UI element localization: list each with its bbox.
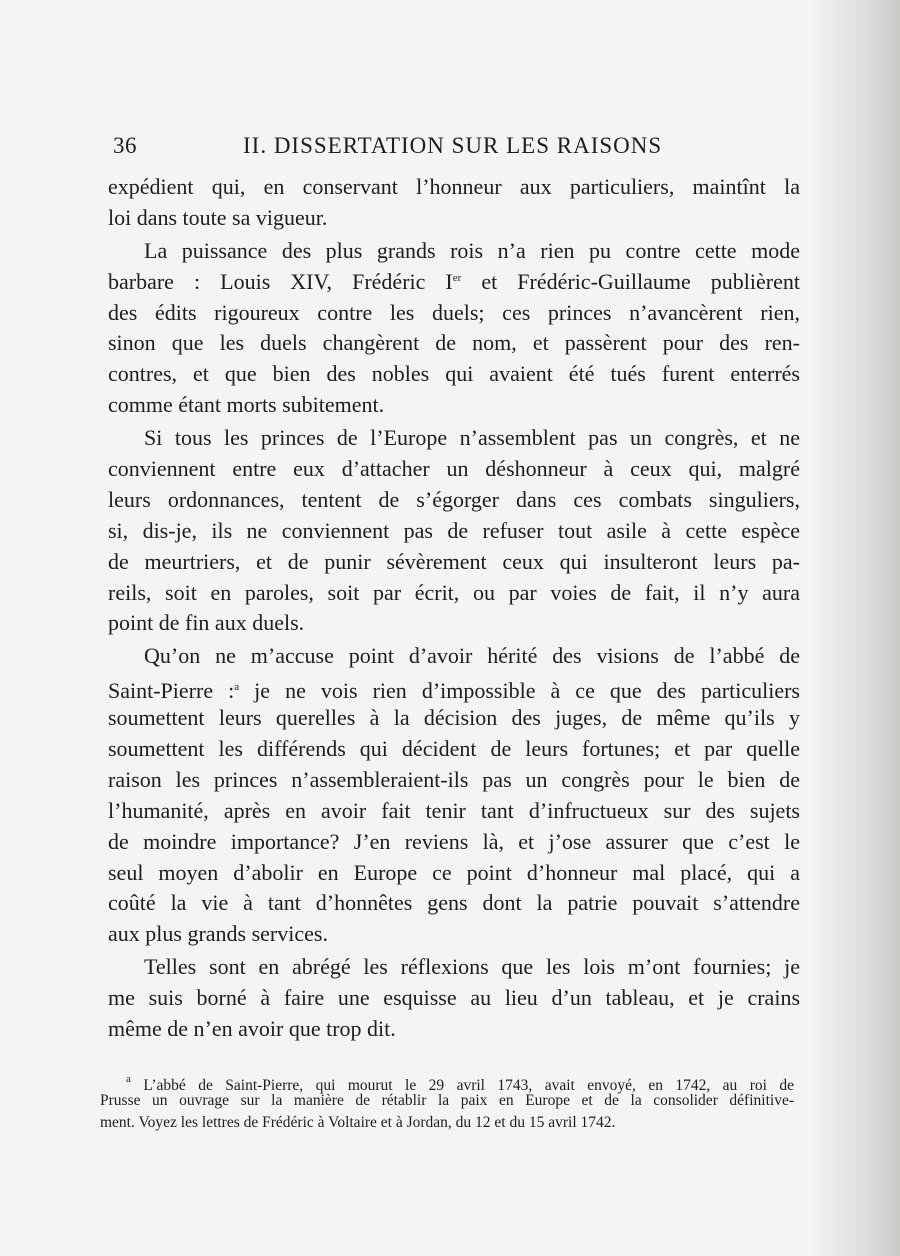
text-line: sinon que les duels changèrent de nom, et passèrent pour des ren- — [108, 330, 800, 356]
text-line: conviennent entre eux d’attacher un déshonneur à ceux qui, malgré — [108, 456, 800, 482]
page-edge-shadow — [810, 0, 900, 1256]
text-segment: et Frédéric-Guillaume publièrent — [461, 268, 800, 294]
text-line: raison les princes n’assembleraient-ils pas un congrès pour le bien de — [108, 766, 800, 792]
running-head: II. DISSERTATION SUR LES RAISONS — [243, 133, 663, 158]
text-line: soumettent les différends qui décident de leurs fortunes; et par quelle — [108, 736, 800, 762]
text-line: si, dis-je, ils ne conviennent pas de refuser tout asile à cette espèce — [108, 517, 800, 543]
text-line: aux plus grands services. — [108, 921, 328, 947]
footnote-text: L’abbé de Saint-Pierre, qui mourut le 29 avril 1743, avait envoyé, en 1742, au roi de — [143, 1077, 795, 1094]
footnote-line: Prusse un ouvrage sur la manière de rétablir la paix en Europe et de la consolider définitive- — [100, 1092, 794, 1109]
text-segment: Saint-Pierre : — [108, 678, 235, 704]
text-line: leurs ordonnances, tentent de s’égorger dans ces combats singuliers, — [108, 486, 800, 512]
text-line: expédient qui, en conservant l’honneur aux particuliers, maintînt la — [108, 174, 800, 199]
paragraph-start-line: Si tous les princes de l’Europe n’assemblent pas un congrès, et ne — [144, 425, 800, 451]
page-number: 36 — [113, 133, 137, 158]
text-segment: barbare : Louis XIV, Frédéric I — [108, 268, 453, 294]
footnote-marker: a — [126, 1073, 131, 1085]
text-line: seul moyen d’abolir en Europe ce point d’honneur mal placé, qui a — [108, 859, 800, 885]
text-line: même de n’en avoir que trop dit. — [108, 1016, 396, 1042]
text-line — [108, 672, 800, 703]
text-line: me suis borné à faire une esquisse au lieu d’un tableau, et je crains — [108, 985, 800, 1011]
footnote-reference: a — [234, 681, 240, 694]
footnote-line: ment. Voyez les lettres de Frédéric à Voltaire et à Jordan, du 12 et du 15 avril 1742. — [100, 1114, 616, 1131]
text-segment: je ne vois rien d’impossible à ce que des particuliers — [239, 678, 800, 704]
text-line: coûté la vie à tant d’honnêtes gens dont la patrie pouvait s’attendre — [108, 890, 800, 916]
footnote-line — [100, 1068, 795, 1094]
footnote — [100, 1068, 794, 1134]
text-line: comme étant morts subitement. — [108, 392, 385, 418]
paragraph-start-line: Telles sont en abrégé les réflexions que les lois m’ont fournies; je — [144, 954, 800, 980]
text-line: de meurtriers, et de punir sévèrement ceux qui insulteront leurs pa- — [108, 548, 800, 574]
text-line: contres, et que bien des nobles qui avaient été tués furent enterrés — [108, 361, 800, 387]
page-header — [113, 133, 673, 163]
superscript: er — [452, 271, 462, 284]
text-line: soumettent leurs querelles à la décision des juges, de même qu’ils y — [108, 705, 800, 731]
text-line: point de fin aux duels. — [108, 610, 305, 636]
paragraph-start-line: La puissance des plus grands rois n’a rien pu contre cette mode — [144, 237, 800, 263]
text-line: loi dans toute sa vigueur. — [108, 204, 328, 230]
body-text — [108, 172, 800, 1045]
text-line: des édits rigoureux contre les duels; ces princes n’avancèrent rien, — [108, 299, 800, 325]
text-line: de moindre importance? J’en reviens là, et j’ose assurer que c’est le — [108, 828, 800, 854]
text-line: reils, soit en paroles, soit par écrit, ou par voies de fait, il n’y aura — [108, 579, 800, 605]
paragraph-start-line: Qu’on ne m’accuse point d’avoir hérité des visions de l’abbé de — [144, 643, 800, 669]
text-line: l’humanité, après en avoir fait tenir tant d’infructueux sur des sujets — [108, 797, 800, 823]
text-line — [108, 267, 800, 298]
